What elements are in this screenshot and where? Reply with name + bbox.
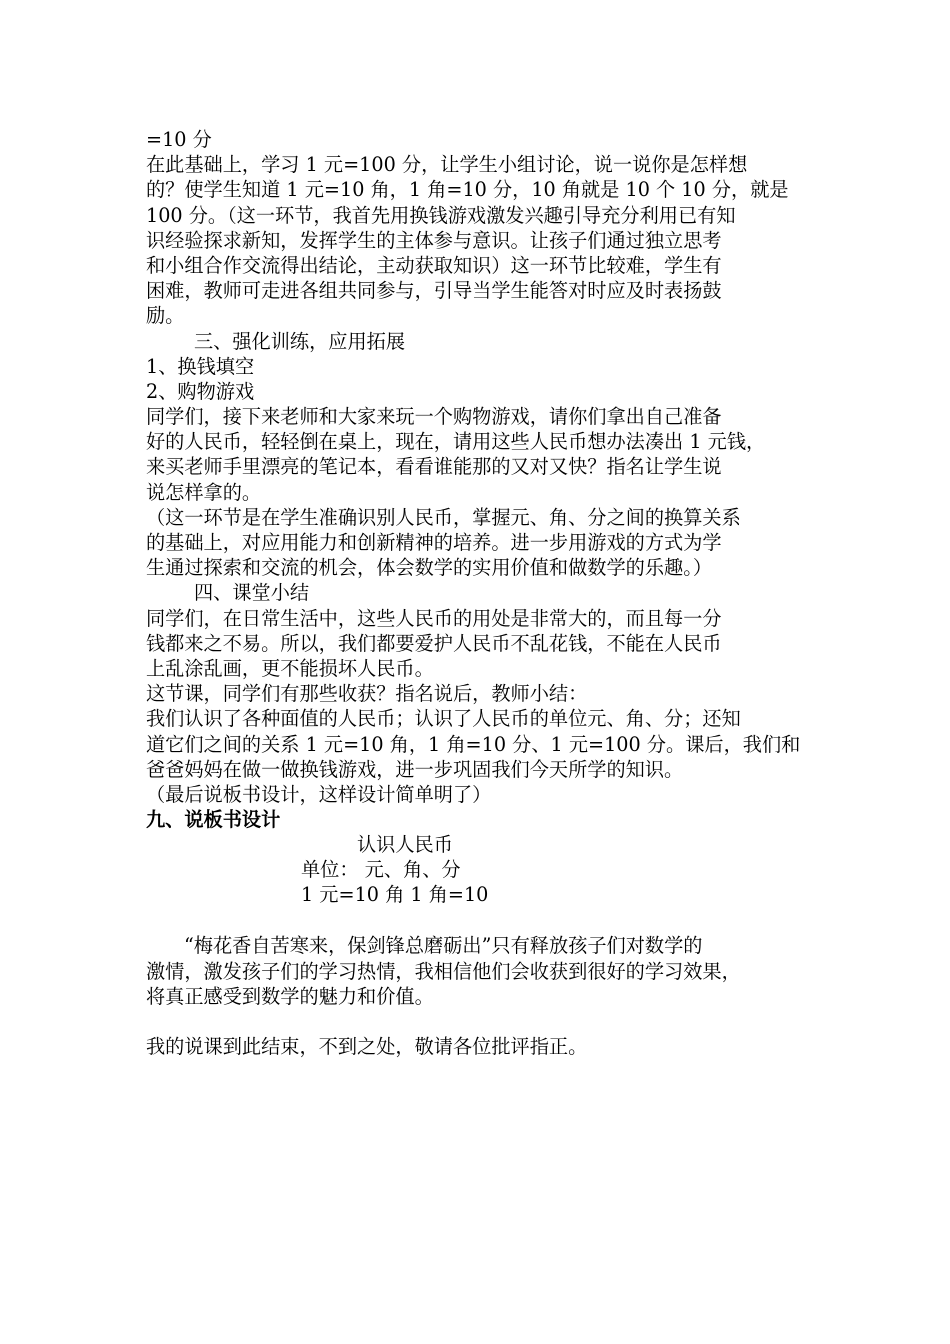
board-units: 单位： 元、角、分 xyxy=(301,858,461,882)
text-line: （这一环节是在学生准确识别人民币，掌握元、角、分之间的换算关系 xyxy=(146,505,741,529)
text-line: “梅花香自苦寒来，保剑锋总磨砺出”只有释放孩子们对数学的 xyxy=(184,934,703,958)
text-line: 说怎样拿的。 xyxy=(146,480,262,504)
text-line: 我们认识了各种面值的人民币；认识了人民币的单位元、角、分；还知 xyxy=(146,707,741,731)
spacer xyxy=(146,908,814,933)
text-line: 识经验探求新知，发挥学生的主体参与意识。让孩子们通过独立思考 xyxy=(146,228,722,252)
text-line: 的？使学生知道 1 元=10 角，1 角=10 分，10 角就是 10 个 10 分，就是 xyxy=(146,178,789,202)
text-line: 和小组合作交流得出结论，主动获取知识）这一环节比较难，学生有 xyxy=(146,253,722,277)
text-line: 生通过探索和交流的机会，体会数学的实用价值和做数学的乐趣。） xyxy=(146,556,713,580)
text-line: 同学们，接下来老师和大家来玩一个购物游戏，请你们拿出自己准备 xyxy=(146,405,722,429)
text-line: 钱都来之不易。所以，我们都要爱护人民币不乱花钱，不能在人民币 xyxy=(146,631,722,655)
document-page xyxy=(146,127,814,1059)
text-line: 励。 xyxy=(146,304,185,328)
text-line: 爸爸妈妈在做一做换钱游戏，进一步巩固我们今天所学的知识。 xyxy=(146,757,684,781)
board-title: 认识人民币 xyxy=(357,833,453,857)
paragraph-block-3 xyxy=(146,606,814,808)
final-line: 我的说课到此结束，不到之处，敬请各位批评指正。 xyxy=(146,1035,588,1059)
spacer xyxy=(146,1009,814,1034)
text-line: 来买老师手里漂亮的笔记本，看看谁能那的又对又快？指名让学生说 xyxy=(146,455,722,479)
paragraph-block-1 xyxy=(146,127,814,329)
board-relations: 1 元=10 角 1 角=10 xyxy=(301,883,489,907)
text-line: 道它们之间的关系 1 元=10 角，1 角=10 分、1 元=100 分。课后，我们和 xyxy=(146,732,801,756)
section-heading-9: 九、说板书设计 xyxy=(146,808,281,832)
text-line: 上乱涂乱画，更不能损坏人民币。 xyxy=(146,656,434,680)
text-line: 在此基础上，学习 1 元=100 分，让学生小组讨论，说一说你是怎样想 xyxy=(146,153,748,177)
paragraph-block-2 xyxy=(146,354,814,581)
text-line: 好的人民币，轻轻倒在桌上，现在，请用这些人民币想办法凑出 1 元钱， xyxy=(146,430,766,454)
closing-paragraph xyxy=(146,933,814,1009)
text-line: （最后说板书设计，这样设计简单明了） xyxy=(146,782,492,806)
text-line: 2、购物游戏 xyxy=(146,379,255,403)
text-line: 将真正感受到数学的魅力和价值。 xyxy=(146,984,434,1008)
section-heading-3: 三、强化训练，应用拓展 xyxy=(194,329,406,353)
section-heading-4: 四、课堂小结 xyxy=(194,581,310,605)
blackboard-design xyxy=(146,832,814,908)
text-line: =10 分 xyxy=(146,128,212,151)
text-line: 的基础上，对应用能力和创新精神的培养。进一步用游戏的方式为学 xyxy=(146,531,722,554)
text-line: 同学们，在日常生活中，这些人民币的用处是非常大的，而且每一分 xyxy=(146,606,722,630)
text-line: 困难，教师可走进各组共同参与，引导当学生能答对时应及时表扬鼓 xyxy=(146,279,722,303)
text-line: 100 分。（这一环节，我首先用换钱游戏激发兴趣引导充分利用已有知 xyxy=(146,203,736,227)
text-line: 1、换钱填空 xyxy=(146,354,255,378)
text-line: 这节课，同学们有那些收获？指名说后，教师小结： xyxy=(146,682,588,706)
text-line: 激情，激发孩子们的学习热情，我相信他们会收获到很好的学习效果， xyxy=(146,959,741,983)
